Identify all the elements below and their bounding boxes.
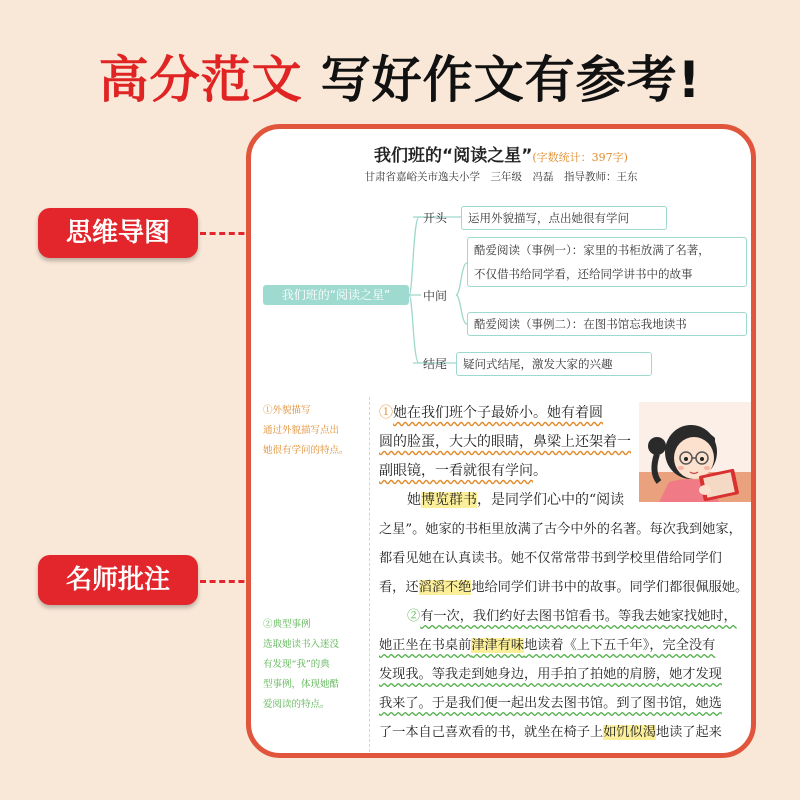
annotation-tag: 名师批注 [38, 555, 198, 605]
leaf-example-one [467, 237, 747, 287]
note-appearance [263, 401, 369, 461]
note-appearance-line2: 她很有学问的特点。 [263, 445, 349, 456]
headline-part1: 高分范文 [98, 51, 303, 109]
p2-line4-end: 地给同学们讲书中的故事。同学们都很佩服她。 [471, 580, 749, 595]
p3-highlight-a: 津津有味 [471, 638, 525, 653]
marker-1: ① [379, 405, 393, 421]
byline: 甘肃省嘉峪关市逸夫小学 三年级 冯磊 指导教师：王东 [364, 171, 638, 183]
p2-before: 她 [407, 492, 421, 508]
note-example-line1: 选取她读书入迷没 [263, 639, 340, 650]
essay-page [246, 124, 756, 758]
leaf-example-one-line1: 酷爱阅读（事例一）：家里的书柜放满了名著， [474, 243, 710, 257]
margin-divider [369, 397, 370, 758]
p2-line4-start: 看，还 [379, 580, 419, 595]
branch-ending: 结尾 [423, 357, 448, 371]
headline-part2: 写好作文有参考! [320, 51, 702, 109]
paragraph-3 [379, 602, 751, 631]
p3-line2b: 地读着《上下五千年》，完全没有 [524, 638, 716, 653]
p3-line5a: 了一本自己喜欢看的书，就坐在椅子上 [379, 725, 604, 740]
paragraph-1 [379, 399, 634, 486]
p3-line4: 我来了。于是我们便一起出发去图书馆。到了图书馆，她选 [379, 696, 722, 711]
essay-body [379, 399, 751, 747]
appearance-sentence: 她在我们班个子最娇小 [393, 405, 533, 421]
note-example-line3: 型事例，体现她酷 [263, 679, 340, 690]
p3-line1: 有一次，我们约好去图书馆看书。等我去她家找她时， [420, 609, 737, 624]
note-example-line4: 爱阅读的特点。 [263, 699, 330, 710]
paragraph-3-cont [379, 631, 751, 747]
paragraph-2 [379, 486, 751, 515]
leaf-ending: 疑问式结尾，激发大家的兴趣 [456, 352, 652, 376]
branch-opening: 开头 [423, 211, 448, 225]
note-example [263, 615, 369, 715]
p2-after: ，是同学们心中的“阅读 [477, 492, 625, 508]
word-count: (字数统计：397字) [532, 151, 628, 164]
marker-2: ② [407, 609, 421, 624]
p1-line2: 圆的脸蛋，大大的眼睛，鼻梁上还架着一 [379, 434, 631, 450]
p3-highlight-b: 如饥似渴 [603, 725, 656, 740]
p3-line2a: 她正坐在书桌前 [379, 638, 472, 653]
paragraph-2-cont [379, 515, 751, 602]
mindmap-tag: 思维导图 [38, 208, 198, 258]
note-example-title: ②典型事例 [263, 619, 311, 630]
p1-line3-end: 。 [533, 463, 547, 479]
leaf-example-one-line2: 不仅借书给同学看，还给同学讲书中的故事 [474, 267, 693, 281]
p1-line1: 。她有着圆 [533, 405, 603, 421]
note-example-line2: 有发现“我”的典 [263, 659, 330, 670]
p3-line3: 发现我。等我走到她身边，用手拍了拍她的肩膀，她才发现 [379, 667, 722, 682]
title-text: 我们班的“阅读之星” [374, 146, 533, 166]
p1-line3: 副眼镜，一看就很有学问 [379, 463, 533, 479]
mindmap-root: 我们班的“阅读之星” [263, 285, 409, 305]
p2-highlight: 博览群书 [421, 492, 477, 508]
leaf-example-two: 酷爱阅读（事例二）：在图书馆忘我地读书 [467, 312, 747, 336]
leaf-opening: 运用外貌描写，点出她很有学问 [461, 206, 667, 230]
p3-line5b: 地读了起来 [655, 725, 722, 740]
note-appearance-line1: 通过外貌描写点出 [263, 425, 340, 436]
branch-middle: 中间 [423, 289, 448, 303]
headline [0, 40, 800, 112]
p2-line2: 之星”。她家的书柜里放满了古今中外的名著。每次我到她家， [379, 522, 742, 537]
note-appearance-title: ①外貌描写 [263, 405, 311, 416]
p2-line3: 都看见她在认真读书。她不仅常常带书到学校里借给同学们 [379, 551, 722, 566]
p2-highlight-2: 滔滔不绝 [418, 580, 472, 595]
